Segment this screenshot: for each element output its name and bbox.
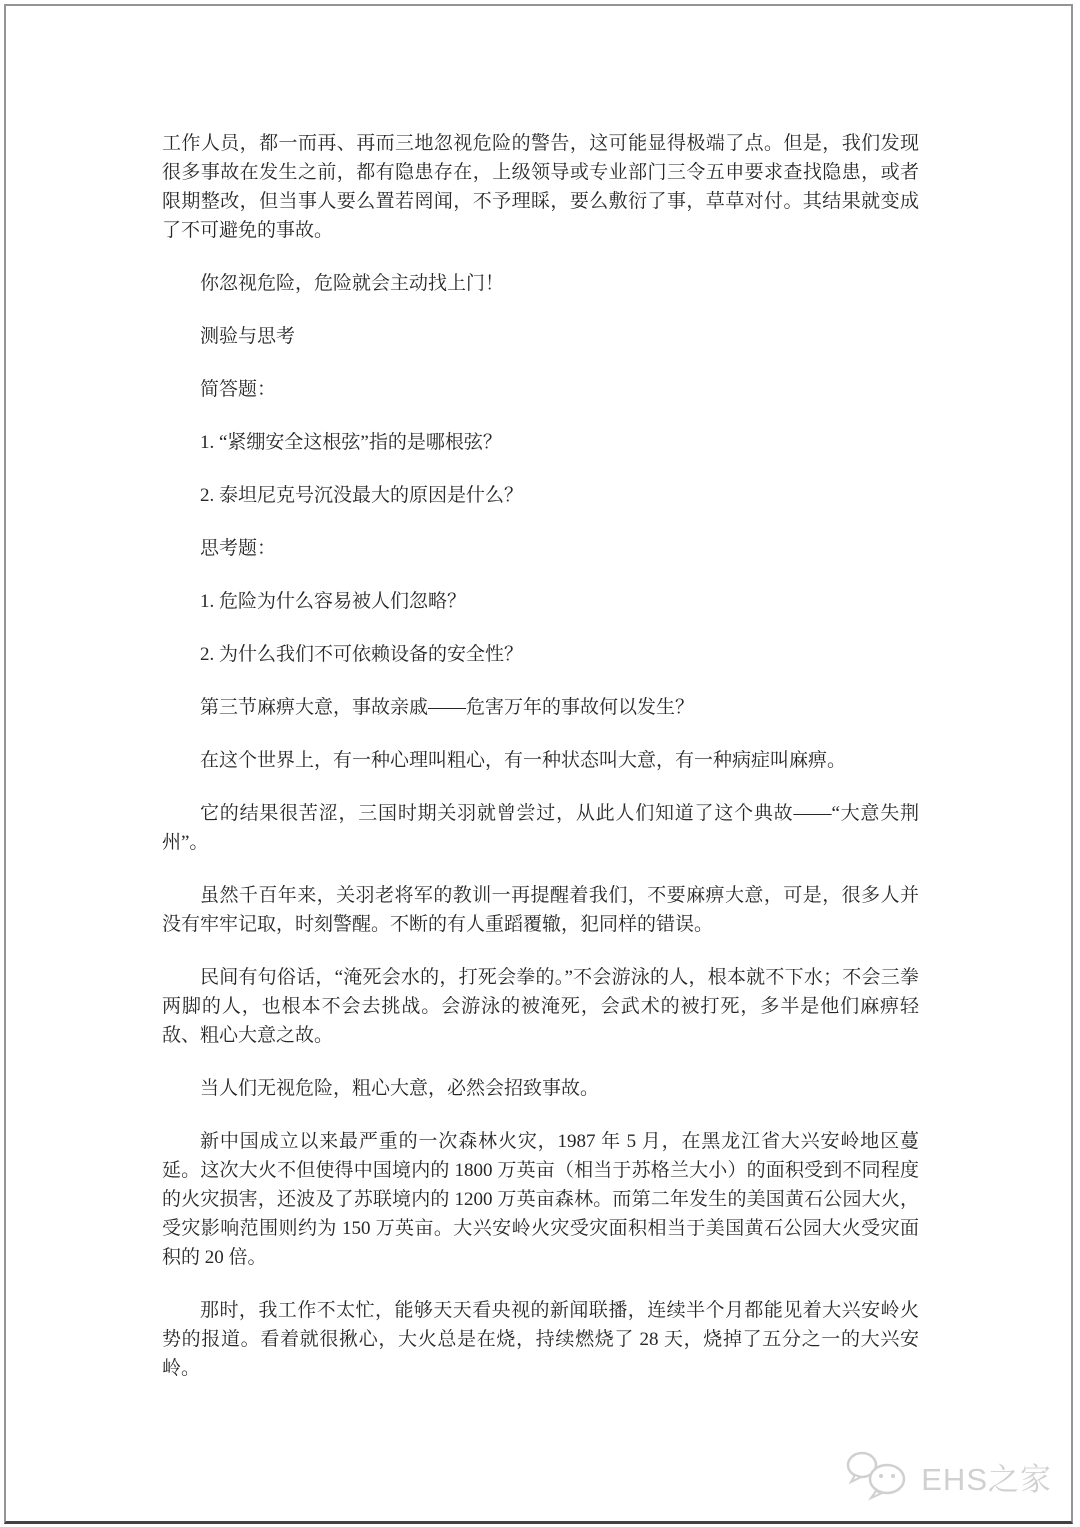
paragraph: 它的结果很苦涩，三国时期关羽就曾尝过，从此人们知道了这个典故——“大意失荆州”。 [162,803,919,853]
document-body [162,129,919,1407]
wechat-icon [845,1449,915,1503]
paragraph: 1. 危险为什么容易被人们忽略？ [200,591,467,612]
paragraph: 2. 为什么我们不可依赖设备的安全性？ [200,644,524,665]
paragraph: 工作人员，都一而再、再而三地忽视危险的警告，这可能显得极端了点。但是，我们发现很多事故在发生之前，都有隐患存在，上级领导或专业部门三令五申要求查找隐患，或者限期整改，但当事人要么置若罔闻，不予理睬，要么敷衍了事，草草对付。其结果就变成了不可避免的事故。 [162,133,919,241]
paragraph: 简答题： [200,379,277,400]
paragraph: 测验与思考 [200,326,296,347]
paragraph: 那时，我工作不太忙，能够天天看央视的新闻联播，连续半个月都能见着大兴安岭火势的报道。看着就很揪心，大火总是在烧，持续燃烧了 28 天，烧掉了五分之一的大兴安岭。 [162,1300,919,1379]
paragraph: 第三节麻痹大意，事故亲戚——危害万年的事故何以发生？ [200,697,695,718]
paragraph: 1. “紧绷安全这根弦”指的是哪根弦？ [200,432,502,453]
paragraph: 新中国成立以来最严重的一次森林火灾，1987 年 5 月，在黑龙江省大兴安岭地区蔓延。这次大火不但使得中国境内的 1800 万英亩（相当于苏格兰大小）的面积受到不同程度的火灾损害，还波及了苏联境内的 1200 万英亩森林。而第二年发生的美国黄石公园大火，受灾影响范围则约为 150 万英亩。大兴安岭火灾受灾面积相当于美国黄石公园大火受灾面积的 20 倍。 [162,1131,919,1268]
paragraph: 2. 泰坦尼克号沉没最大的原因是什么？ [200,485,524,506]
paragraph: 在这个世界上，有一种心理叫粗心，有一种状态叫大意，有一种病症叫麻痹。 [200,750,847,771]
paragraph: 民间有句俗话，“淹死会水的，打死会拳的。”不会游泳的人，根本就不下水；不会三拳两脚的人，也根本不会去挑战。会游泳的被淹死，会武术的被打死，多半是他们麻痹轻敌、粗心大意之故。 [162,967,919,1046]
paragraph: 你忽视危险，危险就会主动找上门！ [200,273,505,294]
watermark-label: EHS之家 [921,1461,1052,1497]
watermark [845,1449,1052,1503]
paragraph: 虽然千百年来，关羽老将军的教训一再提醒着我们，不要麻痹大意，可是，很多人并没有牢牢记取，时刻警醒。不断的有人重蹈覆辙，犯同样的错误。 [162,885,919,935]
paragraph: 当人们无视危险，粗心大意，必然会招致事故。 [200,1078,600,1099]
paragraph: 思考题： [200,538,277,559]
